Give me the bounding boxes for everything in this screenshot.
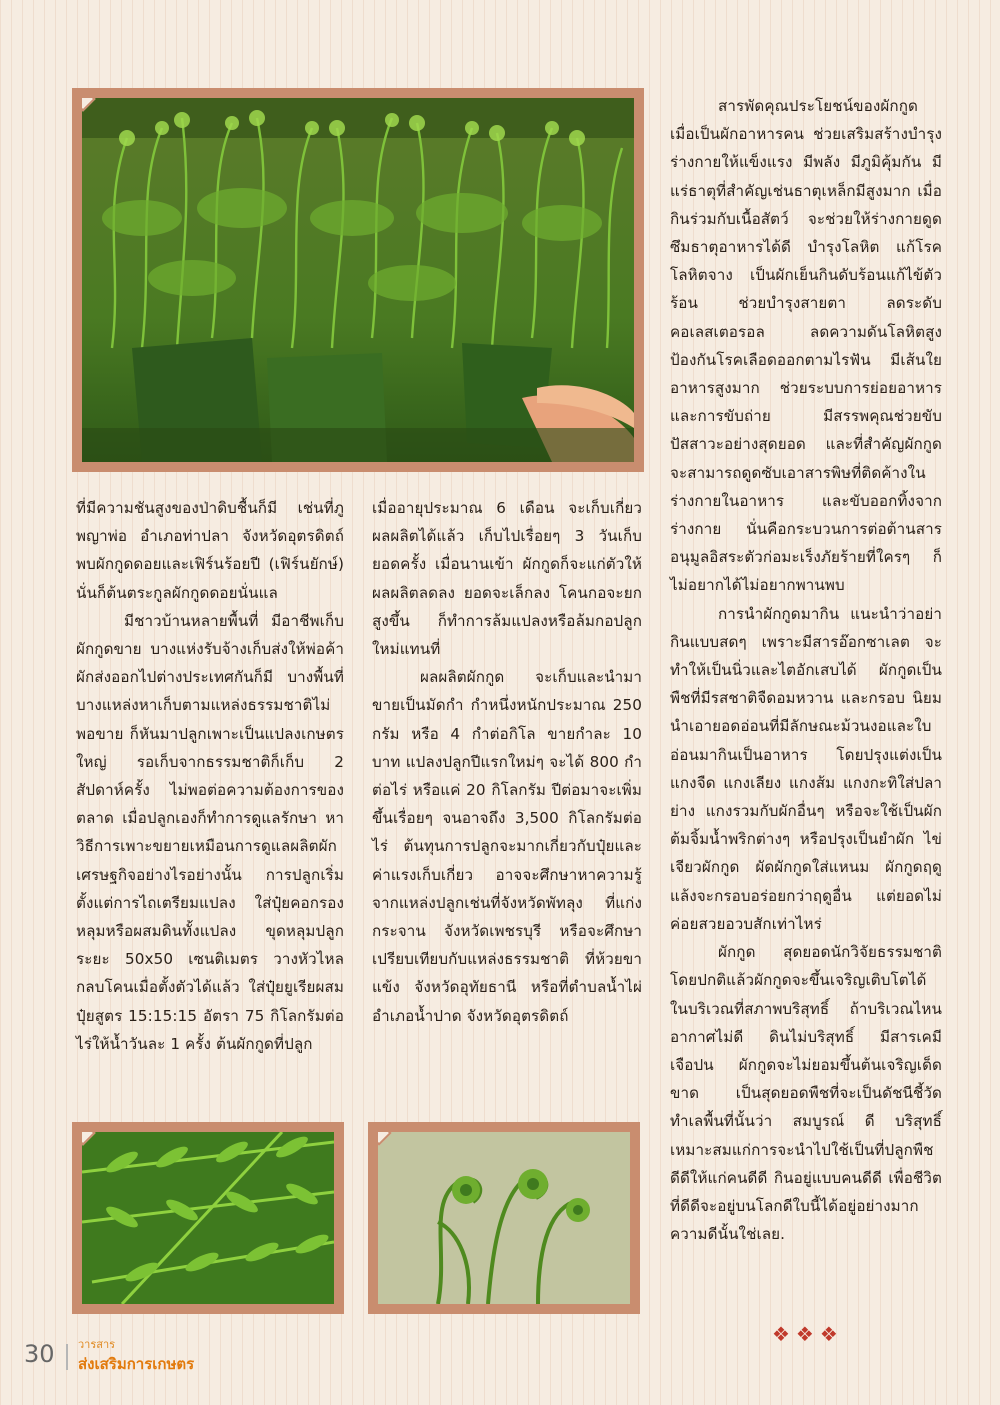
paragraph: มีชาวบ้านหลายพื้นที่ มีอาชีพเก็บผักกูดขาย บางแห่งรับจ้างเก็บส่งให้พ่อค้าผักส่งออกไปต่างประเทศกันก็มี บางพื้นที่บางแหล่งหาเก็บตามแหล่งธรรมชาติไม่พอขาย ก็หันมาปลูกเพาะเป็นแปลงเกษตรใหญ่ รอเก็บจากธรรมชาติก็เก็บ 2 สัปดาห์ครั้ง ไม่พอต่อความต้องการของตลาด เมื่อปลูกเองก็ทำการดูแลรักษา หาวิธีการเพาะขยายเหมือนการดูแลผลิตผักเศรษฐกิจอย่างไรอย่างนั้น การปลูกเริ่มตั้งแต่การไถเตรียมแปลง ใส่ปุ๋ยคอกรองหลุมหรือผสมดินทั้งแปลง ขุดหลุมปลูกระยะ 50x50 เซนติเมตร วางหัวไหล กลบโคนเมื่อตั้งตัวได้แล้ว ใส่ปุ๋ยยูเรียผสมปุ๋ยสูตร 15:15:15 อัตรา 75 กิโลกรัมต่อไร่ให้น้ำวันละ 1 ครั้ง ต้นผักกูดที่ปลูก [76, 611, 344, 1053]
paragraph: ผลผลิตผักกูด จะเก็บและนำมาขายเป็นมัดกำ กำหนึ่งหนักประมาณ 250 กรัม หรือ 4 กำต่อกิโล ขายกำละ 10 บาท แปลงปลูกปีแรกใหม่ๆ จะได้ 800 กำต่อไร่ หรือแค่ 20 กิโลกรัม ปีต่อมาจะเพิ่มขึ้นเรื่อยๆ จนอาจถึง 3,500 กิโลกรัมต่อไร่ ต้นทุนการปลูกจะมากเกี่ยวกับปุ๋ยและค่าแรงเก็บเกี่ยว อาจจะศึกษาหาความรู้จากแหล่งปลูกเช่นที่จังหวัดพัทลุง ที่แก่งกระจาน จังหวัดเพชรบุรี หรือจะศึกษาเปรียบเทียบกับแหล่งธรรมชาติ ที่ห้วยขาแข้ง จังหวัดอุทัยธานี หรือที่ตำบลน้ำไผ่ อำเภอน้ำปาด จังหวัดอุตรดิตถ์ [372, 668, 642, 1025]
fiddlehead-bundles-photo [72, 88, 644, 472]
paragraph: เมื่ออายุประมาณ 6 เดือน จะเก็บเกี่ยวผลผลิตได้แล้ว เก็บไปเรื่อยๆ 3 วันเก็บยอดครั้ง เมื่อนานเข้า ผักกูดก็จะแก่ตัวให้ผลผลิตลดลง ยอดจะเล็กลง โคนกอจะยกสูงขึ้น ก็ทำการล้มแปลงหรือล้มกอปลูกใหม่แทนที่ [372, 499, 642, 659]
fern-fronds-photo [72, 1122, 344, 1314]
footer-divider [66, 1344, 68, 1370]
magazine-name: ส่งเสริมการเกษตร [78, 1355, 195, 1373]
magazine-label: วารสาร [78, 1338, 116, 1351]
end-mark-icon: ❖❖❖ [772, 1322, 844, 1346]
paragraph: การนำผักกูดมากิน แนะนำว่าอย่ากินแบบสดๆ เพราะมีสารอ๊อกซาเลต จะทำให้เป็นนิ่วและไตอักเสบได้ ผักกูดเป็นพืชที่มีรสชาติจืดอมหวาน และกรอบ นิยมนำเอายอดอ่อนที่มีลักษณะม้วนงอและใบอ่อนมากินเป็นอาหาร โดยปรุงแต่งเป็นแกงจืด แกงเลียง แกงส้ม แกงกะทิใส่ปลาย่าง แกงรวมกับผักอื่นๆ หรือจะใช้เป็นผักต้มจิ้มน้ำพริกต่างๆ หรือปรุงเป็นยำผัก ไข่เจียวผักกูด ผัดผักกูดใส่แหนม ผักกูดฤดูแล้งจะกรอบอร่อยกว่าฤดูอื่น แต่ยอดไม่ค่อยสวยอวบสักเท่าไหร่ [670, 604, 942, 933]
paragraph: ที่มีความชันสูงของป่าดิบชื้นก็มี เช่นที่ภูพญาพ่อ อำเภอท่าปลา จังหวัดอุตรดิตถ์ พบผักกูดดอยและเฟิร์นร้อยปี (เฟิร์นยักษ์) นั่นก็ต้นตระกูลผักกูดดอยนั่นแล [76, 499, 344, 602]
fern-curls-photo [368, 1122, 640, 1314]
page-number: 30 [24, 1340, 55, 1368]
fern-curls-illustration [378, 1132, 630, 1304]
fern-fronds-illustration [82, 1132, 334, 1304]
paragraph: ผักกูด สุดยอดนักวิจัยธรรมชาติ โดยปกติแล้วผักกูดจะขึ้นเจริญเติบโตได้ในบริเวณที่สภาพบริสุทธิ์ ถ้าบริเวณไหนอากาศไม่ดี ดินไม่บริสุทธิ์ มีสารเคมีเจือปน ผักกูดจะไม่ยอมขึ้นต้นเจริญเด็ดขาด เป็นสุดยอดพืชที่จะเป็นดัชนีชี้วัดทำเลพื้นที่นั้นว่า สมบูรณ์ ดี บริสุทธิ์ เหมาะสมแก่การจะนำไปใช้เป็นที่ปลูกพืชดีดีให้แก่คนดีดี กินอยู่แบบคนดีดี เพื่อชีวิตที่ดีดีจะอยู่บนโลกดีใบนี้ได้อยู่อย่างมากความดีนั้นใช่เลย. [670, 943, 942, 1244]
paragraph: สารพัดคุณประโยชน์ของผักกูด เมื่อเป็นผักอาหารคน ช่วยเสริมสร้างบำรุงร่างกายให้แข็งแรง มีพลัง มีภูมิคุ้มกัน มีแร่ธาตุที่สำคัญเช่นธาตุเหล็กมีสูงมาก เมื่อกินร่วมกับเนื้อสัตว์ จะช่วยให้ร่างกายดูดซึมธาตุอาหารได้ดี บำรุงโลหิต แก้โรคโลหิตจาง เป็นผักเย็นกินดับร้อนแก้ไข้ตัวร้อน ช่วยบำรุงสายตา ลดระดับคอเลสเตอรอล ลดความดันโลหิตสูง ป้องกันโรคเลือดออกตามไรฟัน มีเส้นใยอาหารสูงมาก ช่วยระบบการย่อยอาหารและการขับถ่าย มีสรรพคุณช่วยขับปัสสาวะอย่างสุดยอด และที่สำคัญผักกูดจะสามารถดูดซับเอาสารพิษที่ติดค้างในร่างกายในอาหาร และขับออกทิ้งจากร่างกาย นั่นคือกระบวนการต่อต้านสารอนุมูลอิสระตัวก่อมะเร็งภัยร้ายที่ใครๆ ก็ไม่อยากได้ไม่อยากพานพบ [670, 97, 942, 595]
article-column-right [670, 92, 942, 1248]
article-column-left [76, 494, 344, 1058]
article-column-middle [372, 494, 642, 1030]
fiddlehead-bundles-illustration [82, 98, 634, 462]
